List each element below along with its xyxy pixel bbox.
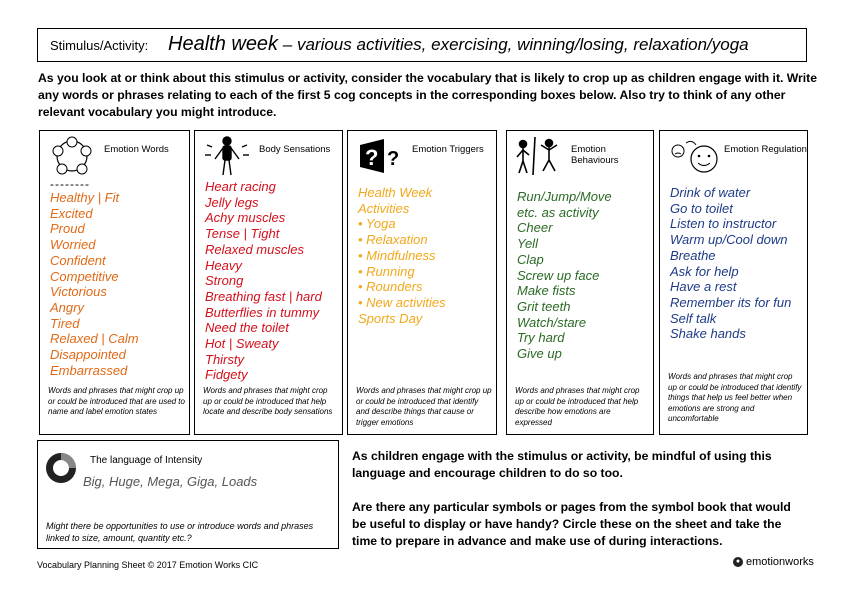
intensity-header: The language of Intensity <box>90 455 203 466</box>
vocab-item: • Relaxation <box>358 232 428 248</box>
body-sensations-footer: Words and phrases that might crop up or could be introduced that help locate and describe body sensations <box>203 386 333 416</box>
vocab-item: Yell <box>517 236 538 252</box>
vocab-item: etc. as activity <box>517 204 599 220</box>
vocab-item: Drink of water <box>670 185 751 200</box>
activity-title <box>168 33 749 56</box>
vocab-item: Clap <box>517 251 544 267</box>
emotion-triggers-footer: Words and phrases that might crop up or could be introduced that identify and describe things that cause or trigger emotions <box>356 386 492 427</box>
card-emotion-regulation <box>659 130 808 435</box>
card-emotion-triggers <box>347 130 497 435</box>
vocab-item: Heavy <box>205 257 242 273</box>
vocab-item: Butterflies in tummy <box>205 304 320 320</box>
vocab-item: Competitive <box>50 268 119 284</box>
vocab-item: Achy muscles <box>205 210 286 226</box>
emotion-triggers-header: Emotion Triggers <box>412 144 484 155</box>
vocab-item: • Rounders <box>358 279 423 295</box>
svg-text:?: ? <box>387 148 400 170</box>
vocab-item: Thirsty <box>205 351 244 367</box>
vocab-item: Have a rest <box>670 279 737 295</box>
vocab-item: Disappointed <box>50 347 126 363</box>
vocab-item: Make fists <box>517 283 576 299</box>
mindful-note: As children engage with the stimulus or activity, be mindful of using this language and encourage children to do so too. <box>352 449 772 480</box>
vocab-item: Watch/stare <box>517 314 587 330</box>
vocab-item: Jelly legs <box>205 194 259 210</box>
intro-text: As you look at or think about this stimulus or activity, consider the vocabulary that is likely to crop up as children engage with it. Write any words or phrases relating to each of the first 5 cog concepts in the corresponding boxes below. Also try to think of any other relevant vocabulary you might introduce. <box>38 71 818 119</box>
svg-text:?: ? <box>365 145 379 170</box>
dash-line: -------- <box>50 177 90 191</box>
vocab-item: Remember its for fun <box>670 294 792 310</box>
vocab-item: Healthy | Fit <box>50 190 120 205</box>
vocab-item: Listen to instructor <box>670 216 777 232</box>
emotion-words-footer: Words and phrases that might crop up or could be introduced that are used to name and label emotion states <box>48 386 185 416</box>
stimulus-label: Stimulus/Activity: <box>50 38 149 53</box>
vocab-item: Ask for help <box>670 263 739 279</box>
vocab-item: Run/Jump/Move <box>517 189 612 204</box>
brand-logo-icon: ● <box>733 557 743 567</box>
vocab-item: Excited <box>50 205 93 221</box>
intensity-words: Big, Huge, Mega, Giga, Loads <box>83 474 258 489</box>
vocab-item: • Yoga <box>358 216 396 232</box>
vocab-item: Worried <box>50 237 96 253</box>
emotion-triggers-list <box>358 185 446 326</box>
vocab-item: Embarrassed <box>50 362 128 378</box>
vocab-item: Sports Day <box>358 310 423 326</box>
body-figure-icon <box>201 135 253 177</box>
vocab-item: Activities <box>358 200 410 216</box>
trigger-question-icon <box>354 135 406 177</box>
emotion-behaviours-header: Emotion Behaviours <box>571 144 619 166</box>
vocab-item: Confident <box>50 252 106 268</box>
behaviour-figures-icon <box>513 135 565 177</box>
brand-name: emotionworks <box>746 556 814 568</box>
vocab-item: Heart racing <box>205 179 276 194</box>
vocab-item: Need the toilet <box>205 320 289 336</box>
vocab-item: Try hard <box>517 330 565 346</box>
emotion-words-header: Emotion Words <box>104 144 169 155</box>
vocab-item: Angry <box>50 299 84 315</box>
emotion-regulation-footer: Words and phrases that might crop up or could be introduced that identify things that help us feel better when emotions are strong and uncomfortable <box>668 372 802 423</box>
vocab-item: Shake hands <box>670 326 746 342</box>
symbols-note: Are there any particular symbols or pages from the symbol book that would be useful to display or have handy? Circle these on the sheet and take the time to prepare in advance and make use of during interactions. <box>352 500 791 548</box>
vocab-item: Victorious <box>50 284 107 300</box>
vocab-item: Breathing fast | hard <box>205 288 322 304</box>
vocab-item: Proud <box>50 221 85 237</box>
brand-logo <box>733 556 814 568</box>
vocab-item: • New activities <box>358 294 446 310</box>
emotion-faces-icon <box>46 135 98 177</box>
vocab-item: Breathe <box>670 247 716 263</box>
vocab-item: Health Week <box>358 185 433 200</box>
intensity-box <box>37 440 339 549</box>
intensity-dial-icon <box>43 450 79 486</box>
emotion-regulation-header: Emotion Regulation <box>724 144 807 155</box>
card-body-sensations <box>194 130 343 435</box>
activity-subtitle: – various activities, exercising, winning/losing, relaxation/yoga <box>278 35 749 54</box>
footer-copyright: Vocabulary Planning Sheet © 2017 Emotion Works CIC <box>37 560 259 570</box>
body-sensations-list <box>205 179 322 383</box>
body-sensations-header: Body Sensations <box>259 144 331 155</box>
vocab-item: Hot | Sweaty <box>205 336 279 352</box>
vocab-item: • Running <box>358 263 415 279</box>
vocab-item: Grit teeth <box>517 298 571 314</box>
emotion-words-list <box>50 190 139 378</box>
vocab-item: Cheer <box>517 220 553 236</box>
vocab-item: Go to toilet <box>670 200 733 216</box>
emotion-behaviours-list <box>517 189 612 362</box>
vocab-item: Relaxed muscles <box>205 241 304 257</box>
emotion-behaviours-footer: Words and phrases that might crop up or could be introduced that help describe how emotions are expressed <box>515 386 640 427</box>
vocab-item: Tense | Tight <box>205 226 280 242</box>
vocab-item: Strong <box>205 273 244 289</box>
card-emotion-behaviours <box>506 130 654 435</box>
intensity-footer: Might there be opportunities to use or introduce words and phrases linked to size, amount, quantity etc.? <box>46 521 314 543</box>
vocab-item: Warm up/Cool down <box>670 232 788 248</box>
vocab-item: Give up <box>517 346 562 362</box>
vocab-item: Tired <box>50 315 80 331</box>
vocab-item: Self talk <box>670 310 717 326</box>
vocab-item: • Mindfulness <box>358 247 436 263</box>
card-emotion-words <box>39 130 190 435</box>
vocab-item: Screw up face <box>517 267 600 283</box>
emotion-regulation-list <box>670 185 791 342</box>
vocab-item: Relaxed | Calm <box>50 331 139 347</box>
title-box <box>37 28 807 62</box>
regulation-faces-icon <box>666 135 718 177</box>
vocab-item: Fidgety <box>205 367 248 383</box>
activity-main: Health week <box>168 33 279 55</box>
